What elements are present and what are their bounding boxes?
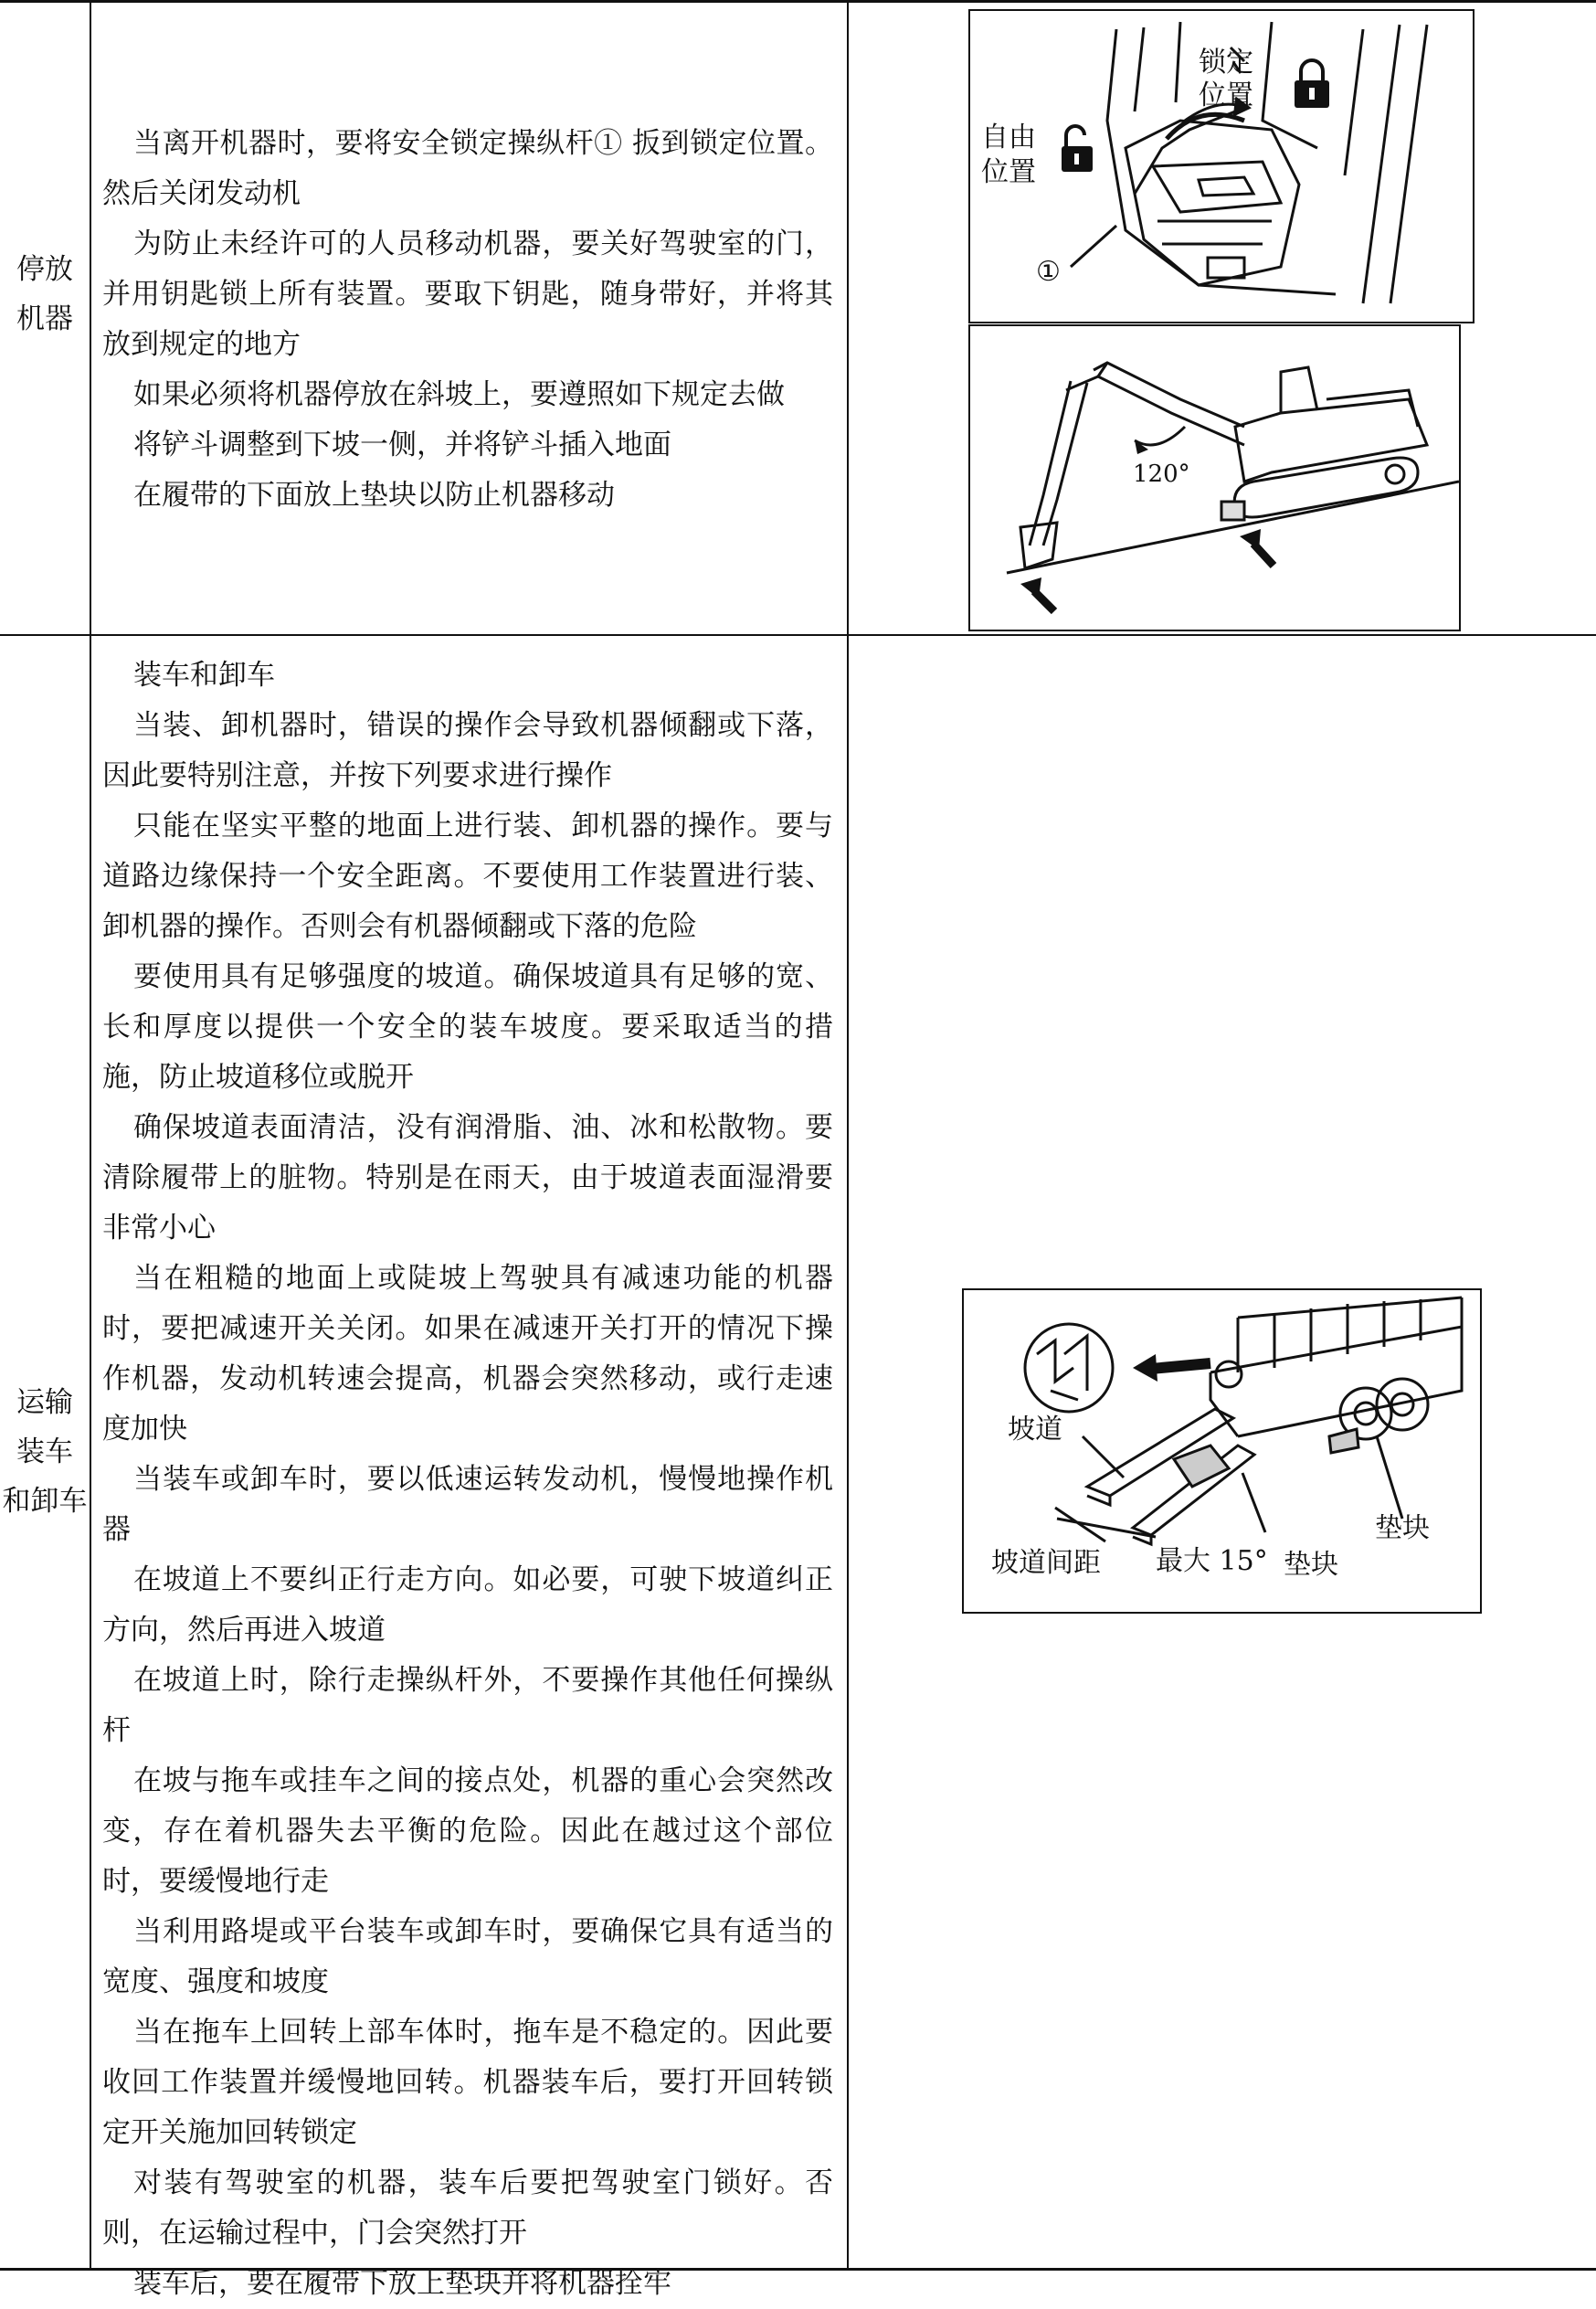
paragraph: 在坡道上时，除行走操纵杆外，不要操作其他任何操纵杆 <box>102 1664 833 1747</box>
row-label-parking <box>0 245 90 344</box>
unlocked-padlock-icon <box>1062 126 1093 172</box>
figure-lock-lever <box>968 9 1474 323</box>
column-divider-1 <box>90 0 91 2271</box>
paragraph: 在坡与拖车或挂车之间的接点处，机器的重心会突然改变，存在着机器失去平衡的危险。因此在越过这个部位时，要缓慢地行走 <box>102 1764 833 1898</box>
max-angle-label: 最大 15° <box>1156 1545 1268 1577</box>
free-position-label-line2: 位置 <box>981 156 1036 188</box>
paragraph: 当装车或卸车时，要以低速运转发动机，慢慢地操作机器 <box>102 1463 833 1546</box>
paragraph: 对装有驾驶室的机器，装车后要把驾驶室门锁好。否则，在运输过程中，门会突然打开 <box>102 2166 833 2250</box>
label-line: 停放 <box>16 253 73 286</box>
paragraph: 确保坡道表面清洁，没有润滑脂、油、冰和松散物。要清除履带上的脏物。特别是在雨天，由于坡道表面湿滑要非常小心 <box>102 1111 833 1245</box>
slope-parking-illustration <box>970 326 1459 630</box>
lock-position-label-line2: 位置 <box>1199 79 1253 111</box>
locked-padlock-icon <box>1295 60 1329 108</box>
block-arrow-icon <box>1240 529 1274 566</box>
paragraph: 在履带的下面放上垫块以防止机器移动 <box>133 479 615 512</box>
paragraph: 当装、卸机器时，错误的操作会导致机器倾翻或下落，因此要特别注意，并按下列要求进行操作 <box>102 709 833 792</box>
row-text-transport <box>102 651 833 2309</box>
paragraph: 当离开机器时，要将安全锁定操纵杆① 扳到锁定位置。然后关闭发动机 <box>102 127 833 210</box>
lock-position-label-line1: 锁定 <box>1199 47 1253 79</box>
free-position-label-line1: 自由 <box>981 122 1036 154</box>
label-line: 和卸车 <box>2 1485 88 1518</box>
row-label-text <box>0 245 90 344</box>
row-label-text <box>0 1378 90 1526</box>
paragraph: 如果必须将机器停放在斜坡上，要遵照如下规定去做 <box>133 378 785 411</box>
row-label-transport <box>0 1378 90 1526</box>
block-rear-label: 垫块 <box>1375 1512 1430 1544</box>
paragraph: 装车后，要在履带下放上垫块并将机器拴牢 <box>133 2267 671 2300</box>
angle-label: 120° <box>1133 461 1190 488</box>
paragraph: 当在粗糙的地面上或陡坡上驾驶具有减速功能的机器时，要把减速开关关闭。如果在减速开关打开的情况下操作机器，发动机转速会提高，机器会突然移动，或行走速度加快 <box>102 1262 833 1446</box>
bucket-arrow-icon <box>1020 577 1054 611</box>
lock-lever-illustration <box>970 11 1473 322</box>
paragraph: 只能在坚实平整的地面上进行装、卸机器的操作。要与道路边缘保持一个安全距离。不要使用工作装置进行装、卸机器的操作。否则会有机器倾翻或下落的危险 <box>102 810 833 943</box>
block-front-label: 垫块 <box>1284 1549 1338 1581</box>
paragraph: 将铲斗调整到下坡一侧，并将铲斗插入地面 <box>133 429 671 461</box>
paragraph: 在坡道上不要纠正行走方向。如必要，可驶下坡道纠正方向，然后再进入坡道 <box>102 1563 833 1647</box>
ramp-spacing-label: 坡道间距 <box>991 1547 1101 1579</box>
paragraph: 要使用具有足够强度的坡道。确保坡道具有足够的宽、长和厚度以提供一个安全的装车坡度。要采取适当的措施，防止坡道移位或脱开 <box>102 960 833 1094</box>
row-divider <box>0 634 1596 636</box>
label-line: 机器 <box>16 302 73 335</box>
table-top-border <box>0 0 1596 3</box>
label-line: 运输 <box>16 1386 73 1419</box>
lever-marker: ① <box>1036 256 1061 288</box>
ramp-label: 坡道 <box>1008 1414 1062 1446</box>
ramp-loading-illustration <box>964 1290 1480 1612</box>
label-line: 装车 <box>16 1435 73 1468</box>
figure-slope-parking <box>968 324 1461 631</box>
zoom-arrow-icon <box>1133 1354 1210 1382</box>
paragraph: 为防止未经许可的人员移动机器，要关好驾驶室的门，并用钥匙锁上所有装置。要取下钥匙，随身带好，并将其放到规定的地方 <box>102 228 833 361</box>
paragraph: 装车和卸车 <box>133 659 275 692</box>
figure-ramp-loading <box>962 1288 1482 1614</box>
row-text-parking <box>102 119 833 521</box>
paragraph: 当在拖车上回转上部车体时，拖车是不稳定的。因此要收回工作装置并缓慢地回转。机器装车后，要打开回转锁定开关施加回转锁定 <box>102 2016 833 2149</box>
paragraph: 当利用路堤或平台装车或卸车时，要确保它具有适当的宽度、强度和坡度 <box>102 1915 833 1998</box>
column-divider-2 <box>847 0 849 2271</box>
